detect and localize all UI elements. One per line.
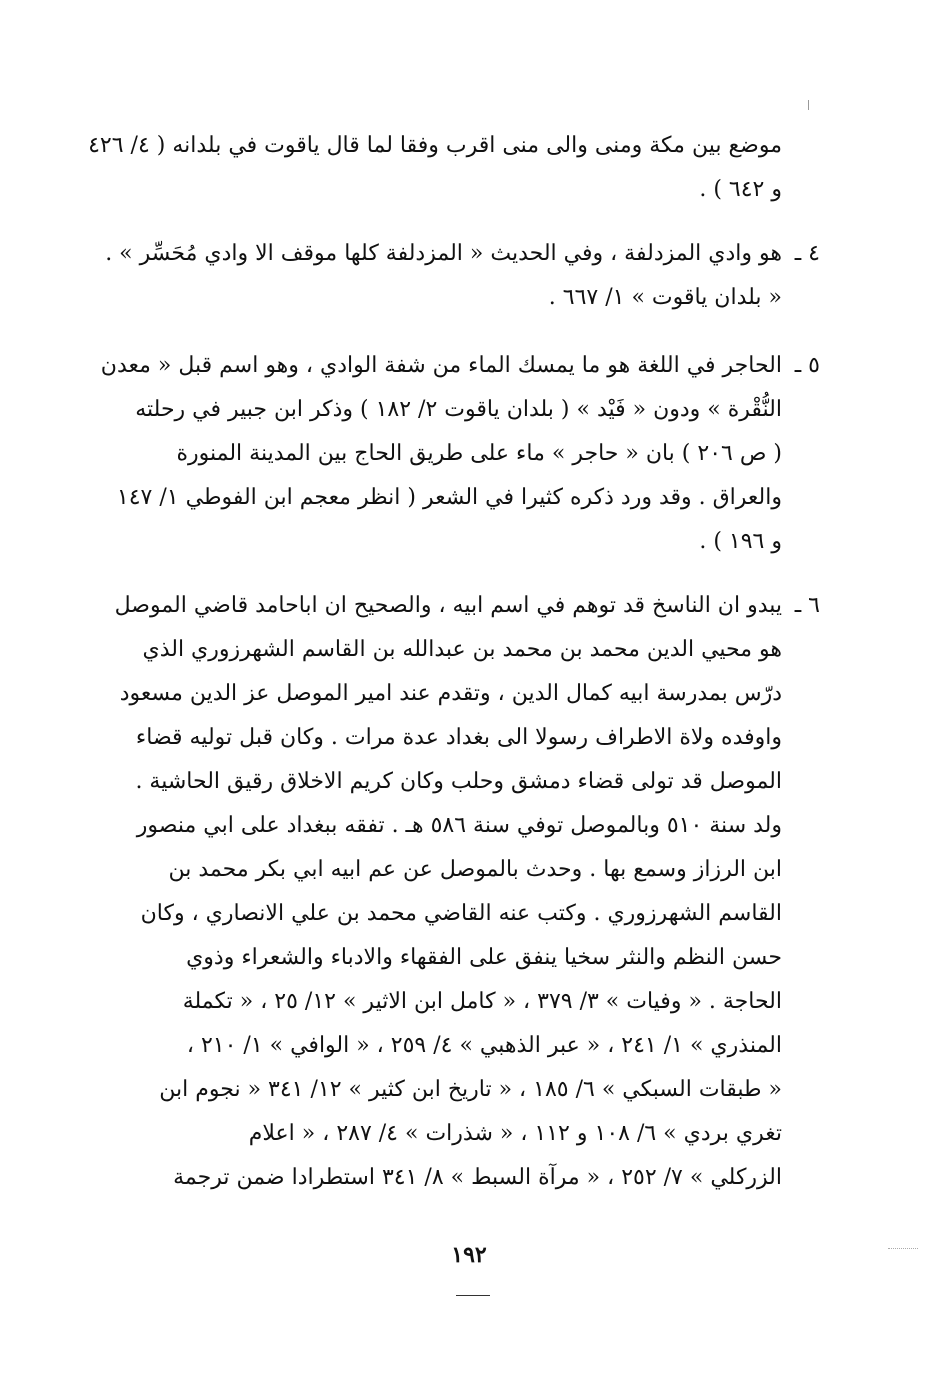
text-line: والعراق . وقد ورد ذكره كثيرا في الشعر ( انظر معجم ابن الفوطي ١/ ١٤٧ [116, 485, 782, 510]
text-line: ابن الرزاز وسمع بها . وحدث بالموصل عن عم ابيه ابي بكر محمد بن [168, 857, 782, 882]
footnote-continuation-body [88, 124, 808, 212]
text-line: ولد سنة ٥١٠ وبالموصل توفي سنة ٥٨٦ هـ . تفقه ببغداد على ابي منصور [136, 813, 782, 838]
text-line: القاسم الشهرزوري . وكتب عنه القاضي محمد بن علي الانصاري ، وكان [140, 901, 782, 926]
text-line: الحاجر في اللغة هو ما يمسك الماء من شفة الوادي ، وهو اسم قبل « معدن [100, 353, 782, 378]
footnote-6 [114, 584, 820, 1200]
text-line: و ٦٤٢ ) . [699, 177, 782, 202]
footnote-number: ٤ ـ [794, 241, 820, 266]
text-line: هو محيي الدين محمد بن محمد بن عبدالله بن القاسم الشهرزوري الذي [142, 637, 782, 662]
scan-artifact-dots [888, 1248, 918, 1249]
text-line: « طبقات السبكي » ٦/ ١٨٥ ، « تاريخ ابن كثير » ١٢/ ٣٤١ « نجوم ابن [159, 1077, 782, 1102]
page-number: ١٩٢ [451, 1242, 487, 1268]
text-line: حسن النظم والنثر سخيا ينفق على الفقهاء والادباء والشعراء وذوي [186, 945, 782, 970]
footnote-number: ٥ ـ [794, 353, 820, 378]
footnote-5 [100, 344, 820, 564]
text-line: يبدو ان الناسخ قد توهم في اسم ابيه ، والصحيح ان اباحامد قاضي الموصل [114, 593, 782, 618]
text-line: واوفده ولاة الاطراف رسولا الى بغداد عدة مرات . وكان قبل توليه قضاء [135, 725, 782, 750]
text-line: تغري بردي » ٦/ ١٠٨ و ١١٢ ، « شذرات » ٤/ ٢٨٧ ، « اعلام [248, 1121, 782, 1146]
text-line: ( ص ٢٠٦ ) بان « حاجر » ماء على طريق الحاج بين المدينة المنورة [176, 441, 782, 466]
footnote-4 [105, 232, 820, 320]
footnote-continuation [88, 124, 808, 212]
footnote-number: ٦ ـ [794, 593, 820, 618]
footnote-6-body [114, 584, 820, 1200]
text-line: الحاجة . « وفيات » ٣/ ٣٧٩ ، « كامل ابن الاثير » ١٢/ ٢٥ ، « تكملة [182, 989, 782, 1014]
scan-artifact-mark [808, 100, 809, 110]
text-line: هو وادي المزدلفة ، وفي الحديث « المزدلفة كلها موقف الا وادي مُحَسِّر » . [105, 241, 782, 266]
text-line: درّس بمدرسة ابيه كمال الدين ، وتقدم عند امير الموصل عز الدين مسعود [119, 681, 782, 706]
footer-rule [456, 1295, 490, 1296]
footnote-4-body [105, 232, 820, 320]
text-line: موضع بين مكة ومنى والى منى اقرب وفقا لما قال ياقوت في بلدانه ( ٤/ ٤٢٦ [88, 133, 782, 158]
text-line: الموصل قد تولى قضاء دمشق وحلب وكان كريم الاخلاق رقيق الحاشية . [135, 769, 782, 794]
text-line: و ١٩٦ ) . [699, 529, 782, 554]
text-line: المنذري » ١/ ٢٤١ ، « عبر الذهبي » ٤/ ٢٥٩ ، « الوافي » ١/ ٢١٠ ، [186, 1033, 782, 1058]
text-line: « بلدان ياقوت » ١/ ٦٦٧ . [548, 285, 782, 310]
text-line: الزركلي » ٧/ ٢٥٢ ، « مرآة السبط » ٨/ ٣٤١ استطرادا ضمن ترجمة [173, 1165, 782, 1190]
text-line: النُّقْرة » ودون « فَيْد » ( بلدان ياقوت ٢/ ١٨٢ ) وذكر ابن جبير في رحلته [135, 397, 782, 422]
footnote-5-body [100, 344, 820, 564]
